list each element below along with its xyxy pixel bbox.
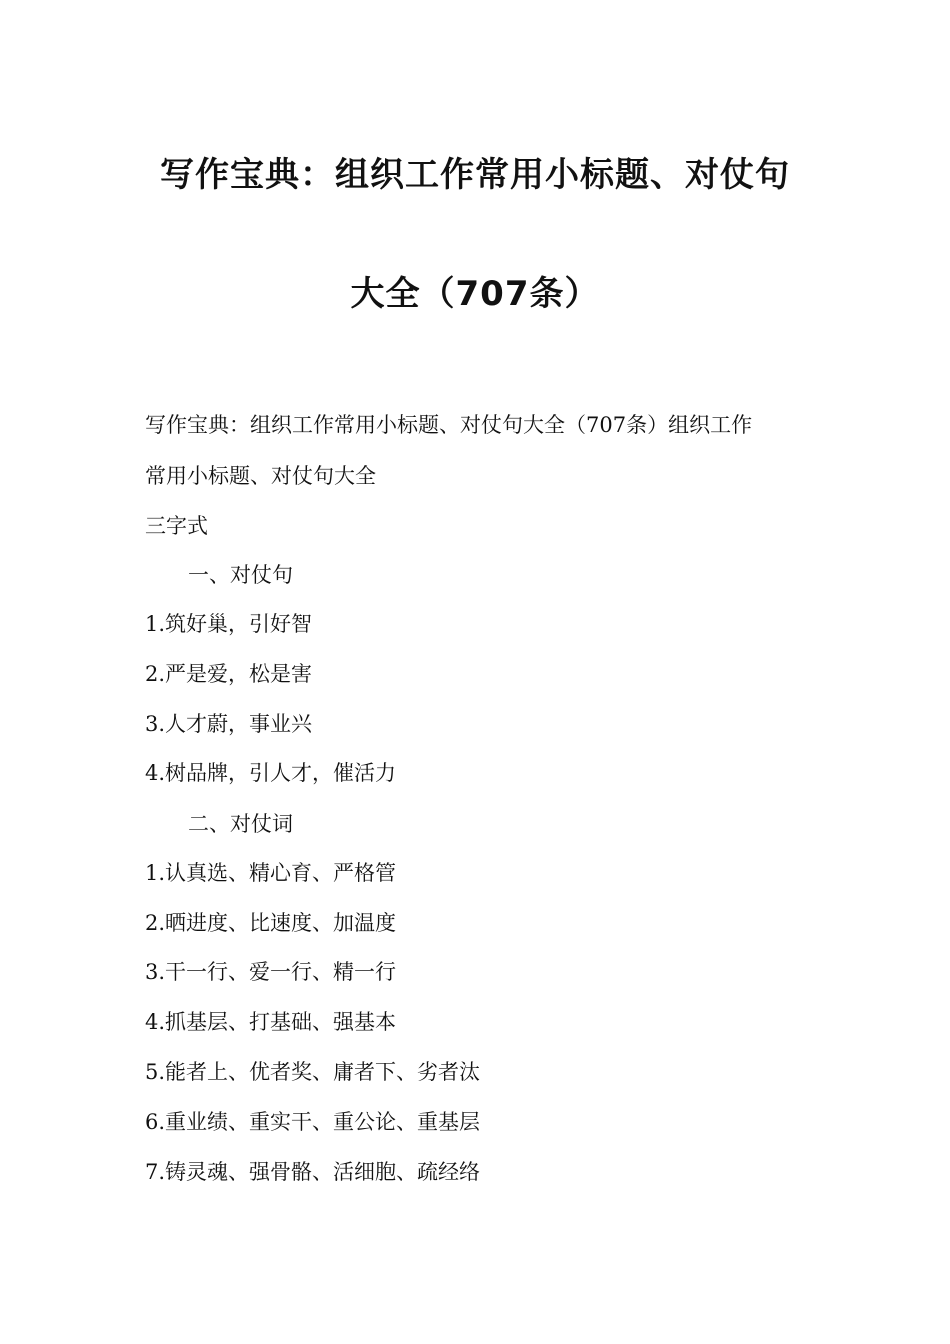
list-item: 3.人才蔚，事业兴 [145, 712, 313, 736]
list-item: 1.筑好巢，引好智 [145, 612, 313, 636]
list-item: 3.干一行、爱一行、精一行 [145, 960, 397, 984]
list-item: 7.铸灵魂、强骨骼、活细胞、疏经络 [145, 1160, 481, 1184]
list-item: 4.树品牌，引人才，催活力 [145, 761, 397, 785]
list-item: 2.晒进度、比速度、加温度 [145, 911, 397, 935]
list-item: 5.能者上、优者奖、庸者下、劣者汰 [145, 1060, 481, 1084]
list-item: 4.抓基层、打基础、强基本 [145, 1010, 397, 1034]
part1-heading: 一、对仗句 [188, 563, 293, 587]
list-item: 2.严是爱，松是害 [145, 662, 313, 686]
list-item: 1.认真选、精心育、严格管 [145, 861, 397, 885]
intro-paragraph-line-2: 常用小标题、对仗句大全 [145, 464, 376, 488]
list-item: 6.重业绩、重实干、重公论、重基层 [145, 1110, 481, 1134]
document-title-line-2: 大全（707条） [350, 274, 600, 314]
section-label: 三字式 [145, 514, 208, 538]
part2-heading: 二、对仗词 [188, 812, 293, 836]
document-title-line-1: 写作宝典：组织工作常用小标题、对仗句 [160, 155, 790, 195]
intro-paragraph-line-1: 写作宝典：组织工作常用小标题、对仗句大全（707条）组织工作 [145, 413, 753, 437]
